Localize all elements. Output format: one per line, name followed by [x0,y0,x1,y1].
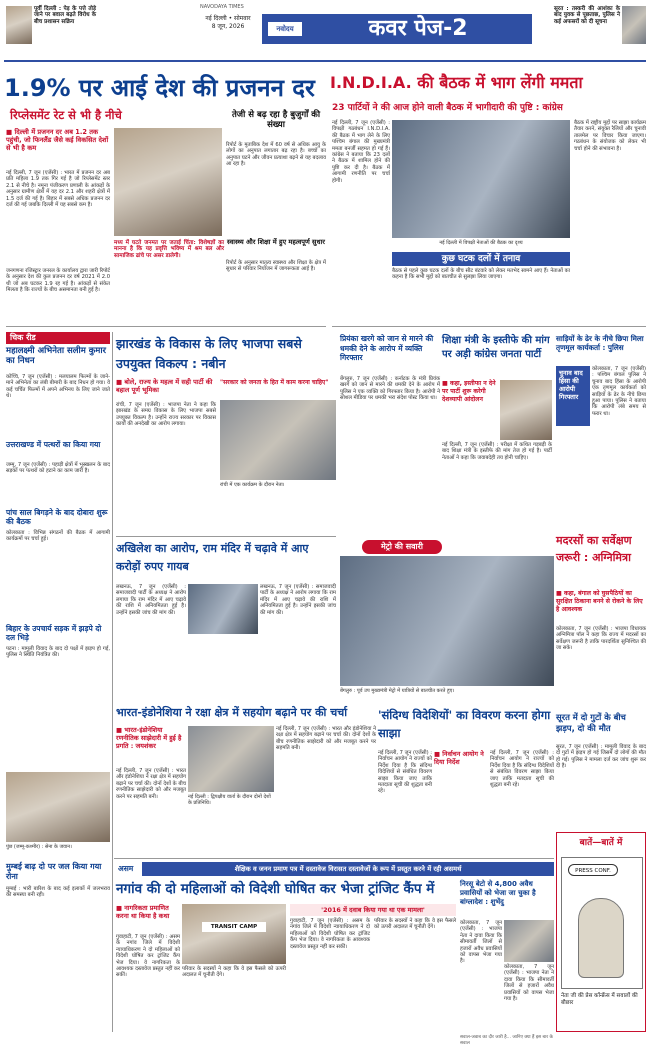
metro-photo [340,556,554,686]
saadhvi-headline[interactable]: साड़ियों के ढेर के नीचे छिपा मिला तृणमूल कार्यकर्ता : पुलिस [556,334,644,352]
jharkhand-bullet: ■ बोले, राज्य के महत्व में सही पार्टी की बहाल पूर्ण भूमिका [116,378,216,400]
saadhvi-body: कोलकाता, 7 जून (एजेंसी) : पश्चिम बंगाल पुलिस ने चुनाव बाद हिंसा के आरोपी एक तृणमूल कार्यकर्ता को साड़ियों के ढेर के नीचे छिपा हुआ पाया। पुलिस ने बताया कि आरोपी लंबे समय से फरार था। [592,366,646,417]
critic-body-5: मुम्बई : भारी बारिश के बाद कई इलाकों में जलभराव की समस्या बनी रही। [6,886,110,899]
fertility-bullet: ■ दिल्ली में प्रजनन दर अब 1.2 तक पहुंची, जो फिनलैंड जैसे कई विकसित देशों से भी है कम [6,128,110,166]
assam-body-2: परिवार के सदस्यों ने कहा कि वे इस फैसले को ऊपरी अदालत में चुनौती देंगे। [182,966,286,979]
madrasa-body: कोलकाता, 7 जून (एजेंसी) : भाजपा विधायक अग्निमित्रा पॉल ने कहा कि राज्य में मदरसों का सर्वेक्षण जरूरी है ताकि पारदर्शिता सुनिश्चित की जा सके। [556,626,646,652]
fertility-quote: मध्य में घटते जनमत पर जताई चिंता: विशेषज्ञों का मानना है कि यह प्रवृत्ति भविष्य में श्रम बल और सामाजिक ढांचे पर असर डालेगी। [114,240,224,259]
nirsu-photo [504,920,554,962]
date-value: 8 जून, 2026 [211,23,245,30]
india-bloc-divider [332,326,646,327]
indonesia-photo [188,726,274,792]
india-bloc-box-body: बैठक से पहले कुछ घटक दलों के बीच सीट बंटवारे को लेकर मतभेद सामने आए हैं। नेताओं का कहना है कि सभी मुद्दों को बातचीत से सुलझा लिया जाएगा। [392,268,570,281]
india-bloc-subhead: 23 पार्टियों ने की आज होने वाली बैठक में भागीदारी की पुष्टि : कांग्रेस [332,103,563,113]
critic-body-3: कोलकाता : विभिन्न संगठनों की बैठक में आगामी कार्यक्रमों पर चर्चा हुई। [6,530,110,543]
india-bloc-right-body: बैठक में राष्ट्रीय मुद्दों पर साझा कार्यक्रम तैयार करने, संयुक्त रैलियों और चुनावी तालमेल पर विचार किया जाएगा। गठबंधन के संयोजक को लेकर भी चर्चा होने की संभावना है। [574,120,646,152]
indonesia-headline[interactable]: भारत-इंडोनेशिया ने रक्षा क्षेत्र में सहयोग बढ़ाने पर की चर्चा [116,706,348,719]
videshi-body-2: नई दिल्ली, 7 जून (एजेंसी) : निर्वाचन आयोग ने राज्यों को निर्देश दिया है कि संदिग्ध विदेशियों से संबंधित विवरण साझा किया जाए ताकि मतदाता सूची की शुद्धता बनी रहे। [490,750,554,789]
fertility-health-body: रिपोर्ट के अनुसार मातृत्व स्वास्थ्य और शिक्षा के क्षेत्र में सुधार से परिवार नियोजन में जागरूकता आई है। [226,260,326,273]
assam-body-4: परिवार के सदस्यों ने कहा कि वे इस फैसले को ऊपरी अदालत में चुनौती देंगे। [374,918,456,931]
masthead [0,0,650,58]
education-body: नई दिल्ली, 7 जून (एजेंसी) : परीक्षा में कथित गड़बड़ी के बाद शिक्षा मंत्री के इस्तीफे की मांग तेज हो गई है। पार्टी नेताओं ने कहा कि जवाबदेही तय होनी चाहिए। [442,442,552,461]
baatein-box [556,832,646,1032]
india-bloc-headline[interactable]: I.N.D.I.A. की बैठक में भाग लेंगी ममता [330,73,583,92]
critic-head-5: मुम्बई बाढ़ दो पर जल किया गया रोना [6,862,102,881]
critic-headline[interactable]: महालक्ष्मी अभिनेता सलीम कुमार का निधन [6,346,107,366]
fertility-subhead: रिप्लेसमेंट रेट से भी है नीचे [10,108,122,122]
logo-mark: नवोदय [268,22,302,36]
surat-body: सूरत, 7 जून (एजेंसी) : मामूली विवाद के बाद दो गुटों में झड़प हो गई जिसमें दो लोगों की मौत हो गई। पुलिस ने मामला दर्ज कर जांच शुरू कर दी है। [556,744,646,770]
indonesia-photo-caption: नई दिल्ली : द्विपक्षीय वार्ता के दौरान दोनों देशों के प्रतिनिधि। [188,794,271,806]
fertility-side-head: तेजी से बढ़ रहा है बुजुर्गों की संख्या [231,110,321,130]
education-bullet: ■ कहा, इस्तीफा न देने पर पार्टी शुरू करेगी देशव्यापी आंदोलन [442,380,498,420]
surat-headline[interactable]: सूरत में दो गुटों के बीच झड़प, दो की मौत [556,712,626,733]
fertility-health-head: स्वास्थ्य और शिक्षा में हुए महत्वपूर्ण सुधार [227,238,325,246]
priyanka-body: बेंगलुरु, 7 जून (एजेंसी) : कर्नाटक के मंत्री प्रियंक खरगे को जान से मारने की धमकी देने के आरोप में पुलिस ने एक व्यक्ति को गिरफ्तार किया है। आरोपी ने सोशल मीडिया पर धमकी भरा संदेश पोस्ट किया था। [340,376,440,402]
critic-body-2: जम्मू, 7 जून (एजेंसी) : पहाड़ी क्षेत्रों में भूस्खलन के बाद सड़कों पर पत्थरों को हटाने का काम जारी है। [6,462,110,475]
left-teaser-photo [6,6,32,44]
assam-body-3: गुवाहाटी, 7 जून (एजेंसी) : असम के नगांव जिले में विदेशी न्यायाधिकरण ने दो महिलाओं को विदेशी घोषित कर ट्रांजिट कैंप भेज दिया। वे नागरिकता के आवश्यक दस्तावेज प्रस्तुत नहीं कर सकीं। [290,918,370,950]
critic-body-4: पटना : मामूली विवाद के बाद दो पक्षों में झड़प हो गई, पुलिस ने स्थिति नियंत्रित की। [6,646,110,659]
assam-caption-box: '2016 में दवाब किया गया था एक मामला' [290,904,456,916]
assam-photo [182,904,286,964]
assam-headline[interactable]: नगांव की दो महिलाओं को विदेशी घोषित कर भेजा ट्रांजिट कैंप में [116,881,435,897]
metro-tag: मेट्रो की सवारी [362,540,442,554]
date-weekday: नई दिल्ली • सोमवार [205,15,251,22]
critic-body: कोच्चि, 7 जून (एजेंसी) : मलयालम फिल्मों के जाने-माने अभिनेता का लंबी बीमारी के बाद निधन हो गया। वे कई चर्चित फिल्मों में अपने अभिनय के लिए जाने जाते थे। [6,374,110,400]
india-bloc-body: नई दिल्ली, 7 जून (एजेंसी) : विपक्षी गठबंधन I.N.D.I.A. की बैठक में भाग लेने के लिए पश्चिम बंगाल की मुख्यमंत्री ममता बनर्जी सहमत हो गई हैं। कांग्रेस ने बताया कि 23 दलों ने बैठक में शामिल होने की पुष्टि कर दी है। बैठक में आगामी रणनीति पर चर्चा होगी। [332,120,390,184]
education-headline[interactable]: शिक्षा मंत्री के इस्तीफे की मांग पर अड़ी कांग्रेस जनता पार्टी [442,335,550,360]
nirsu-body-2: कोलकाता, 7 जून (एजेंसी) : भाजपा नेता ने दावा किया कि सीमावर्ती जिलों से हजारों अवैध प्रवासियों को वापस भेजा गया है। [504,964,554,1003]
akhilesh-body: लखनऊ, 7 जून (एजेंसी) : समाजवादी पार्टी के अध्यक्ष ने आरोप लगाया कि राम मंदिर में आए चढ़ावे की राशि में अनियमितता हुई है। उन्होंने इसकी जांच की मांग की। [116,584,186,616]
assam-banner: शैक्षिक व जनन प्रमाण पत्र में दस्तावेज विरासत दस्तावेजों के रूप में प्रस्तुत करने में रही असमर्थ [142,862,554,876]
indonesia-body-2: नई दिल्ली, 7 जून (एजेंसी) : भारत और इंडोनेशिया ने रक्षा क्षेत्र में सहयोग बढ़ाने पर चर्चा की। दोनों देशों के बीच रणनीतिक साझेदारी को और मजबूत करने पर सहमति बनी। [276,726,376,752]
akhilesh-headline[interactable]: अखिलेश का आरोप, राम मंदिर में चढ़ावे में आए करोड़ों रुपए गायब [116,542,309,573]
jharkhand-body: रांची, 7 जून (एजेंसी) : भाजपा नेता ने कहा कि झारखंड के समग्र विकास के लिए भाजपा सबसे उपयुक्त विकल्प है। उन्होंने राज्य सरकार पर विकास कार्यों की अनदेखी का आरोप लगाया। [116,402,216,428]
right-teaser-text[interactable]: सूरत : तस्करी की आशंका के बाद युवक से पूछताछ, पुलिस ने कई अफसरों को दी सूचना [554,6,620,25]
india-bloc-box-head: कुछ घटक दलों में तनाव [392,252,570,266]
india-bloc-photo-caption: नई दिल्ली में विपक्षी नेताओं की बैठक का दृश्य [439,240,523,246]
jharkhand-headline[interactable]: झारखंड के विकास के लिए भाजपा सबसे उपयुक्त विकल्प : नबीन [116,336,302,371]
date-line [196,14,260,34]
saadhvi-tag: चुनाव बाद हिंसा की आरोपी गिरफ्तार [556,366,590,426]
india-bloc-photo [392,120,570,238]
critic-column-divider [112,332,113,1032]
masthead-rule [4,60,646,62]
critic-photo-caption: पुंछ (जम्मू-कश्मीर) : सेना के जवान। [6,844,72,850]
jharkhand-divider [116,536,336,537]
fertility-divider [6,326,326,327]
fertility-side-body: रिपोर्ट के मुताबिक देश में 60 वर्ष से अधिक आयु के लोगों का अनुपात लगातार बढ़ रहा है। बच्चों का अनुपात घटने और जीवन प्रत्याशा बढ़ने से यह बदलाव आ रहा है। [226,142,326,168]
videshi-bullet: ■ निर्वाचन आयोग ने दिया निर्देश [434,750,488,780]
baatein-caption: नेता जी की प्रेस कॉन्फ्रेंस में सवालों की बौछार [561,993,638,1006]
nirsu-headline[interactable]: निरसू बेटो से 4,800 अवैध प्रवासियों को भेजा जा चुका है बांग्लादेश : शुभेंदु [460,880,536,906]
fertility-body: नई दिल्ली, 7 जून (एजेंसी) : भारत में प्रजनन दर अब प्रति महिला 1.9 तक गिर गई है जो रिप्लेसमेंट स्तर 2.1 से नीचे है। नमूना पंजीकरण प्रणाली के आंकड़ों के अनुसार ग्रामीण क्षेत्रों में यह दर 2.1 और शहरी क्षेत्रों में 1.5 दर्ज की गई है। बिहार में सबसे अधिक प्रजनन दर दर्ज की गई जबकि दिल्ली में यह सबसे कम है। [6,170,110,209]
indonesia-body: नई दिल्ली, 7 जून (एजेंसी) : भारत और इंडोनेशिया ने रक्षा क्षेत्र में सहयोग बढ़ाने पर चर्चा की। दोनों देशों के बीच रणनीतिक साझेदारी को और मजबूत करने पर सहमति बनी। [116,768,186,800]
critic-head-2: उत्तराखण्ड में पत्थरों का किया गया [6,440,101,449]
education-photo [500,380,552,440]
assam-tag: असम [118,864,134,873]
left-teaser-text[interactable]: पूर्वी दिल्ली : पेड़ के पत्ते तोड़े जाने पर बवाल बढ़ते विरोध के बीच प्रशासन सक्रिय [34,6,96,25]
cartoon-caption: सवाल-जवाब का दौर जारी है... जानिए क्या हैं इस बार के सवाल [460,1035,553,1046]
videshi-body: नई दिल्ली, 7 जून (एजेंसी) : निर्वाचन आयोग ने राज्यों को निर्देश दिया है कि संदिग्ध विदेशियों से संबंधित विवरण साझा किया जाए ताकि मतदाता सूची की शुद्धता बनी रहे। [378,750,433,795]
fertility-headline[interactable]: 1.9% पर आई देश की प्रजनन दर [4,74,315,102]
transit-camp-sign: TRANSIT CAMP [202,922,266,932]
jharkhand-photo [220,400,336,480]
fertility-body-2: जनगणना रजिस्ट्रार जनरल के कार्यालय द्वारा जारी रिपोर्ट के अनुसार देश की कुल प्रजनन दर वर्ष 2021 में 2.0 थी जो अब घटकर 1.9 रह गई है। आंकड़ों से संकेत मिलता है कि राज्यों के बीच असमानता बनी हुई है। [6,268,110,294]
akhilesh-photo [188,584,258,634]
metro-caption: बेंगलुरु : पूर्व उप मुख्यमंत्री मेट्रो में यात्रियों से बातचीत करते हुए। [340,688,455,694]
assam-rule [114,858,554,859]
paper-name: NAVODAYA TIMES [200,4,244,10]
madrasa-headline[interactable]: मदरसों का सर्वेक्षण जरूरी : अग्निमित्रा [556,534,632,564]
baatein-head: बातें—बातें में [579,838,623,848]
akhilesh-body-2: लखनऊ, 7 जून (एजेंसी) : समाजवादी पार्टी के अध्यक्ष ने आरोप लगाया कि राम मंदिर में आए चढ़ावे की राशि में अनियमितता हुई है। उन्होंने इसकी जांच की मांग की। [260,584,336,616]
jharkhand-photo-caption: रांची में एक कार्यक्रम के दौरान नेता। [220,482,285,488]
critic-head-3: पांच साल बिगड़ने के बाद दोबारा शुरू की बैठक [6,508,108,526]
cartoon-panel [561,857,643,989]
section-title: कवर पेज-2 [368,16,468,41]
assam-bullet: ■ नागरिकता प्रमाणित करना था किया है कथा [116,904,180,932]
right-teaser-photo [622,6,646,44]
videshi-headline[interactable]: 'संदिग्ध विदेशियों' का विवरण करना होगा साझा [378,708,551,740]
jharkhand-quote: "सरकार को जनता के हित में काम करना चाहिए" [220,379,329,386]
critic-head-4: बिहार के उपचार्य सड़क में झड़पे दो दल भिड़े [6,624,102,642]
indonesia-bullet: ■ भारत-इंडोनेशिया रणनीतिक साझेदारी में हुई है प्रगति : जयशंकर [116,726,186,766]
cartoon-figure [578,898,624,978]
cartoon-balloon: PRESS CONF. [568,864,618,876]
assam-body: गुवाहाटी, 7 जून (एजेंसी) : असम के नगांव जिले में विदेशी न्यायाधिकरण ने दो महिलाओं को विदेशी घोषित कर ट्रांजिट कैंप भेज दिया। वे नागरिकता के आवश्यक दस्तावेज प्रस्तुत नहीं कर सकीं। [116,934,180,979]
fertility-infographic [114,128,222,236]
critic-photo [6,772,110,842]
nirsu-body: कोलकाता, 7 जून (एजेंसी) : भाजपा नेता ने दावा किया कि सीमावर्ती जिलों से हजारों अवैध प्रवासियों को वापस भेजा गया है। [460,920,502,965]
section-banner [262,14,532,44]
critic-tag: चिक रीड [6,332,110,344]
priyanka-headline[interactable]: प्रियंका खरगे को जान से मारने की धमकी देने के आरोप में व्यक्ति गिरफ्तार [340,334,434,362]
madrasa-bullet: ■ कहा, बंगाल को घुसपैठियों का सुरक्षित ठिकाना बनने से रोकने के लिए है आवश्यक [556,590,646,624]
